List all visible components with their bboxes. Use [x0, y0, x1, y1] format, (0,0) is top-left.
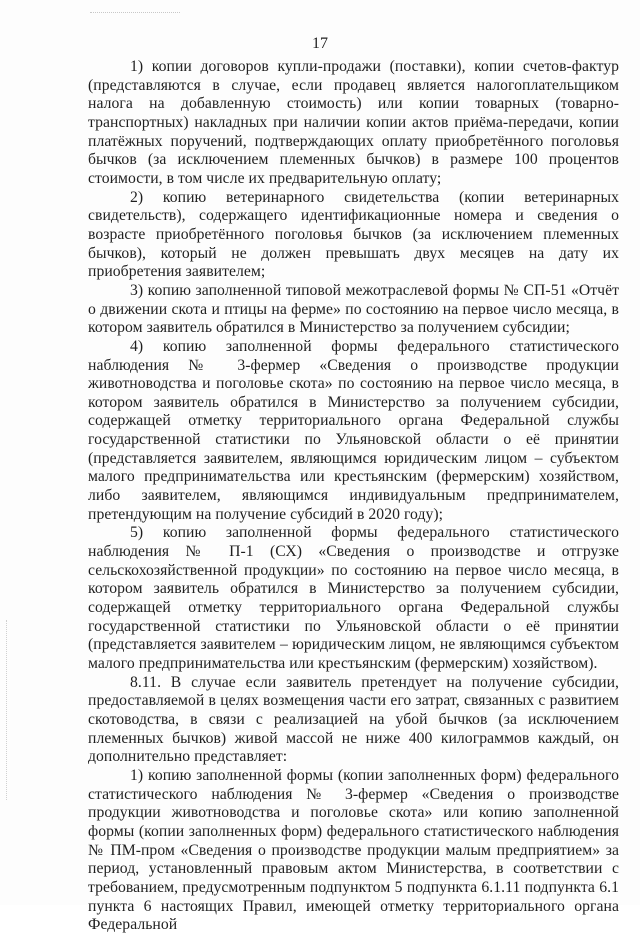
paragraph-item-5: 5) копию заполненной формы федерального статистического наблюдения № П-1 (СХ) «Сведения о производстве и отгрузке сельскохозяйственной продукции» по состоянию на первое число месяца, в котором заявитель обратился в Министерство за получением субсидии, содержащей отметку территориального органа Федеральной службы государственной статистики по Ульяновской области о её принятии (представляется заявителем – юридическим лицом, не являющимся субъектом малого предпринимательства или крестьянским (фермерским) хозяйством).	[88, 524, 619, 672]
scan-artifact-left	[6, 620, 9, 800]
page-number: 17	[312, 35, 328, 52]
paragraph-item-3: 3) копию заполненной типовой межотраслевой формы № СП-51 «Отчёт о движении скота и птицы на ферме» по состоянию на первое число месяца, в котором заявитель обратился в Министерство за получением субсидии;	[88, 281, 619, 337]
paragraph-section-8-11: 8.11. В случае если заявитель претендует на получение субсидии, предоставляемой в целях возмещения части его затрат, связанных с развитием скотоводства, в связи с реализацией на убой бычков (за исключением племенных бычков) живой массой не ниже 400 килограммов каждый, он дополнительно представляет:	[88, 673, 619, 766]
paragraph-item-1: 1) копии договоров купли-продажи (поставки), копии счетов-фактур (представляются в случае, если продавец является налогоплательщиком налога на добавленную стоимость) или копии товарных (товарно-транспортных) накладных при наличии копии актов приёма-передачи, копии платёжных поручений, подтверждающих оплату приобретённого поголовья бычков (за исключением племенных бычков) в размере 100 процентов стоимости, в том числе их предварительную оплату;	[88, 58, 619, 187]
scan-artifact-top	[90, 12, 180, 15]
paragraph-item-4: 4) копию заполненной формы федерального статистического наблюдения № 3-фермер «Сведения о производстве продукции животноводства и поголовье скота» по состоянию на первое число месяца, в котором заявитель обратился в Министерство за получением субсидии, содержащей отметку территориального органа Федеральной службы государственной статистики по Ульяновской области о её принятии (представляется заявителем, являющимся юридическим лицом – субъектом малого предпринимательства или крестьянским (фермерским) хозяйством, либо заявителем, являющимся индивидуальным предпринимателем, претендующим на получение субсидий в 2020 году);	[88, 337, 619, 523]
paragraph-item-1-section-8-11: 1) копию заполненной формы (копии заполненных форм) федерального статистического наблюдения № 3-фермер «Сведения о производстве продукции животноводства и поголовье скота» или копию заполненной формы (копии заполненных форм) федерального статистического наблюдения № ПМ-пром «Сведения о производстве продукции малым предприятием» за период, установленный правовым актом Министерства, в соответствии с требованием, предусмотренным подпунктом 5 подпункта 6.1.11 подпункта 6.1 пункта 6 настоящих Правил, имеющей отметку территориального органа Федеральной	[88, 766, 619, 934]
document-body	[88, 58, 619, 935]
paragraph-item-2: 2) копию ветеринарного свидетельства (копии ветеринарных свидетельств), содержащего идентификационные номера и сведения о возрасте приобретённого поголовья бычков (за исключением племенных бычков), который не должен превышать двух месяцев на дату их приобретения заявителем;	[88, 188, 619, 281]
